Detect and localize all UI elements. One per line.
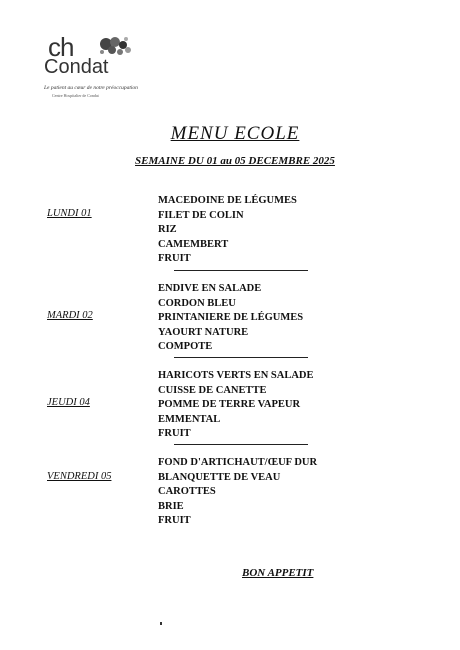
dish-item: FRUIT — [158, 253, 191, 264]
dish-list-tuesday — [158, 282, 303, 355]
dish-item: COMPOTE — [158, 341, 213, 352]
logo-tagline: Le patient au cœur de notre préoccupation — [44, 85, 138, 91]
scan-mark — [160, 622, 162, 625]
dish-item: YAOURT NATURE — [158, 326, 249, 338]
dish-item: BRIE — [158, 500, 184, 512]
dish-item: RIZ — [158, 224, 177, 235]
dish-item: MACEDOINE DE LÉGUMES — [158, 195, 297, 206]
dish-item: FRUIT — [158, 515, 191, 526]
dish-list-thursday — [158, 369, 314, 442]
dish-item: CUISSE DE CANETTE — [158, 384, 267, 396]
closing-text: BON APPETIT — [242, 567, 314, 579]
page-title: MENU ECOLE — [170, 123, 300, 144]
dish-list-monday — [158, 194, 297, 267]
day-label-thursday: JEUDI 04 — [47, 397, 90, 408]
day-label-monday: LUNDI 01 — [47, 208, 92, 219]
dish-item: ENDIVE EN SALADE — [158, 283, 262, 294]
dish-item: FOND D'ARTICHAUT/ŒUF DUR — [158, 457, 318, 468]
separator-line — [174, 270, 308, 271]
dish-item: FILET DE COLIN — [158, 209, 244, 221]
dish-item: FRUIT — [158, 428, 191, 439]
logo-ch-text: ch — [48, 32, 74, 62]
logo — [44, 32, 164, 92]
dish-item: POMME DE TERRE VAPEUR — [158, 399, 301, 410]
dish-item: BLANQUETTE DE VEAU — [158, 471, 281, 483]
day-label-tuesday: MARDI 02 — [47, 310, 93, 321]
dish-item: CAMEMBERT — [158, 238, 229, 250]
dish-item: EMMENTAL — [158, 413, 221, 425]
separator-line — [174, 357, 308, 358]
day-label-friday: VENDREDI 05 — [47, 471, 112, 482]
week-subtitle: SEMAINE DU 01 au 05 DECEMBRE 2025 — [135, 155, 335, 167]
dish-list-friday — [158, 456, 317, 529]
separator-line — [174, 444, 308, 445]
dish-item: PRINTANIERE DE LÉGUMES — [158, 312, 304, 323]
dish-item: CAROTTES — [158, 486, 216, 497]
logo-condat-text: Condat — [44, 56, 109, 78]
dish-item: HARICOTS VERTS EN SALADE — [158, 370, 314, 381]
dish-item: CORDON BLEU — [158, 297, 236, 309]
logo-subline: Centre Hospitalier de Condat — [52, 93, 99, 98]
